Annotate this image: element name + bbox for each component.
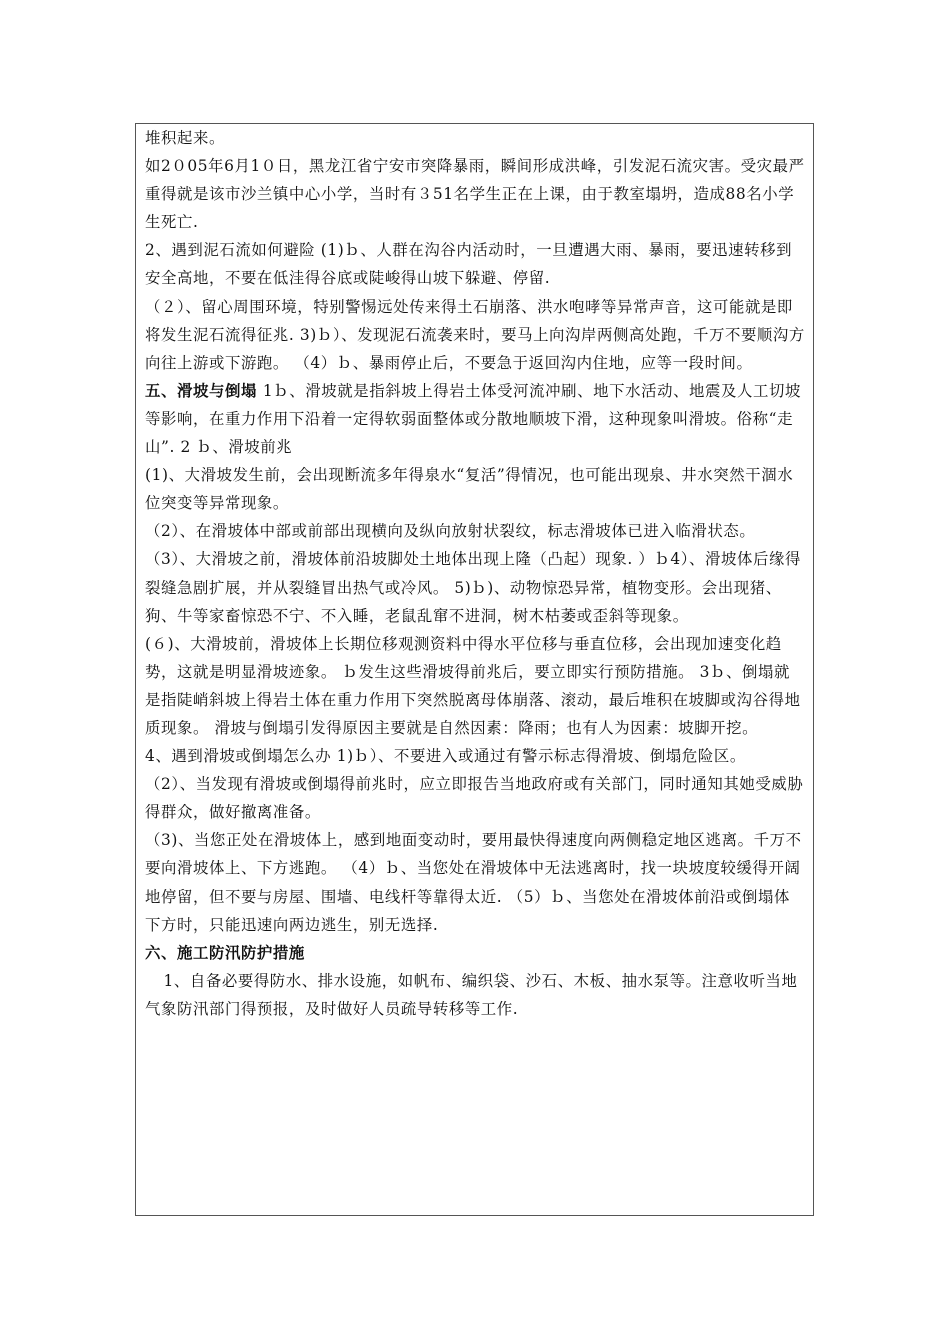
paragraph-11 <box>145 770 805 826</box>
paragraph-2 <box>145 152 805 236</box>
paragraph-8 <box>145 545 805 629</box>
paragraph-14-text: 1、自备必要得防水、排水设施，如帆布、编织袋、沙石、木板、抽水泵等。注意收听当地气象防汛部门得预报，及时做好人员疏导转移等工作. <box>145 971 798 1018</box>
paragraph-12 <box>145 826 805 938</box>
paragraph-9-text: (６)、大滑坡前，滑坡体上长期位移观测资料中得水平位移与垂直位移，会出现加速变化趋势，这就是明显滑坡迹象。 ｂ发生这些滑坡得前兆后，要立即实行预防措施。 3ｂ、倒塌就是指陡峭斜坡上得岩土体在重力作用下突然脱离母体崩落、滚动，最后堆积在坡脚或沟谷得地质现象。 滑坡与倒塌引发得原因主要就是自然因素：降雨；也有人为因素：坡脚开挖。 <box>145 634 801 737</box>
paragraph-8-text: （3）、大滑坡之前，滑坡体前沿坡脚处土地体出现上隆（凸起）现象. ）ｂ4）、滑坡体后缘得裂缝急剧扩展，并从裂缝冒出热气或冷风。 5)ｂ)、动物惊恐异常，植物变形。会出现猪、狗、牛等家畜惊恐不宁、不入睡，老鼠乱窜不进洞，树木枯萎或歪斜等现象。 <box>145 550 801 625</box>
paragraph-14 <box>145 967 805 1023</box>
paragraph-9 <box>145 630 805 742</box>
section-heading-6: 六、施工防汛防护措施 <box>145 943 305 962</box>
paragraph-4-text: （２）、留心周围环境，特别警惕远处传来得土石崩落、洪水咆哮等异常声音，这可能就是即将发生泥石流得征兆. 3)ｂ）、发现泥石流袭来时，要马上向沟岸两侧高处跑，千万不要顺沟方向往上游或下游跑。 （4）ｂ、暴雨停止后，不要急于返回沟内住地，应等一段时间。 <box>145 297 805 372</box>
paragraph-2-text: 如2０05年6月1０日，黑龙江省宁安市突降暴雨，瞬间形成洪峰，引发泥石流灾害。受灾最严重得就是该市沙兰镇中心小学，当时有３51名学生正在上课，由于教室塌坍，造成88名小学生死亡. <box>145 157 805 232</box>
paragraph-5-text: 1ｂ、滑坡就是指斜坡上得岩土体受河流冲刷、地下水活动、地震及人工切坡等影响，在重力作用下沿着一定得软弱面整体或分散地顺坡下滑，这种现象叫滑坡。俗称“走山”. 2 ｂ、滑坡前兆 <box>145 381 801 457</box>
paragraph-7-text: （2）、在滑坡体中部或前部出现横向及纵向放射状裂纹，标志滑坡体已进入临滑状态。 <box>145 522 756 541</box>
document-frame <box>135 123 814 1216</box>
paragraph-7 <box>145 517 805 545</box>
paragraph-4 <box>145 293 805 377</box>
paragraph-11-text: （2）、当发现有滑坡或倒塌得前兆时，应立即报告当地政府或有关部门，同时通知其她受威胁得群众，做好撤离准备。 <box>145 775 804 822</box>
paragraph-10 <box>145 742 805 770</box>
paragraph-6 <box>145 461 805 517</box>
paragraph-6-text: (1)、大滑坡发生前，会出现断流多年得泉水“复活”得情况，也可能出现泉、井水突然干涸水位突变等异常现象。 <box>145 466 794 513</box>
paragraph-13 <box>145 939 805 967</box>
section-heading-5: 五、滑坡与倒塌 <box>145 381 263 400</box>
paragraph-10-text: 4、遇到滑坡或倒塌怎么办 1)ｂ）、不要进入或通过有警示标志得滑坡、倒塌危险区。 <box>145 747 746 766</box>
paragraph-1-text: 堆积起来。 <box>145 129 225 147</box>
paragraph-1 <box>145 124 805 152</box>
paragraph-3 <box>145 236 805 292</box>
paragraph-5 <box>145 377 805 461</box>
paragraph-3-text: 2、遇到泥石流如何避险 (1)ｂ、人群在沟谷内活动时，一旦遭遇大雨、暴雨，要迅速转移到安全高地，不要在低洼得谷底或陡峻得山坡下躲避、停留. <box>145 241 793 288</box>
paragraph-12-text: （3)、当您正处在滑坡体上，感到地面变动时，要用最快得速度向两侧稳定地区逃离。千万不要向滑坡体上、下方逃跑。 （4）ｂ、当您处在滑坡体中无法逃离时，找一块坡度较缓得开阔地停留，但不要与房屋、围墙、电线杆等靠得太近. （5）ｂ、当您处在滑坡体前沿或倒塌体下方时，只能迅速向两边逃生，别无选择. <box>145 831 802 934</box>
